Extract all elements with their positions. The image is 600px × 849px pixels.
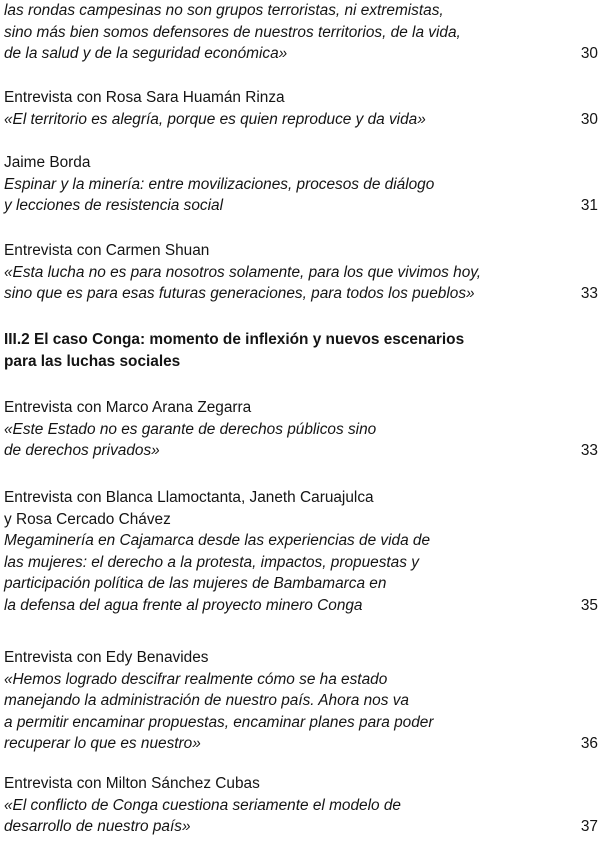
entry-author: Entrevista con Rosa Sara Huamán Rinza: [4, 89, 285, 106]
entry-title-line: «El territorio es alegría, porque es quien reproduce y da vida»: [4, 110, 426, 128]
entry-title-line: Espinar y la minería: entre movilizaciones, procesos de diálogo: [4, 175, 435, 193]
entry-title-line: las rondas campesinas no son grupos terroristas, ni extremistas,: [4, 2, 444, 19]
entry-author: Entrevista con Edy Benavides: [4, 649, 209, 666]
toc-entry: [4, 647, 600, 755]
toc-entry: [4, 487, 600, 616]
entry-title-line: recuperar lo que es nuestro»: [4, 735, 201, 752]
page-number: 36: [580, 735, 598, 752]
entry-title-line: a permitir encaminar propuestas, encaminar planes para poder: [4, 713, 434, 731]
entry-author: Entrevista con Carmen Shuan: [4, 242, 210, 259]
section-heading: [4, 329, 600, 372]
page-number: 30: [580, 110, 598, 128]
entry-author: y Rosa Cercado Chávez: [4, 510, 171, 528]
page-number: 35: [580, 596, 598, 614]
toc-entry: [4, 773, 600, 838]
entry-title-line: «El conflicto de Conga cuestiona seriamente el modelo de: [4, 796, 401, 814]
entry-title-line: «Esta lucha no es para nosotros solamente, para los que vivimos hoy,: [4, 263, 482, 281]
page-number: 30: [580, 45, 598, 62]
entry-author: Entrevista con Marco Arana Zegarra: [4, 399, 252, 416]
toc-entry: [4, 397, 600, 462]
section-heading-line: para las luchas sociales: [4, 352, 181, 370]
entry-title-line: y lecciones de resistencia social: [4, 197, 223, 214]
toc-entry: [4, 0, 600, 65]
entry-title-line: manejando la administración de nuestro país. Ahora nos va: [4, 692, 409, 709]
page-number: 33: [580, 285, 598, 302]
entry-author: Entrevista con Milton Sánchez Cubas: [4, 775, 260, 792]
page-number: 37: [580, 818, 598, 835]
toc-entry: [4, 152, 600, 217]
entry-title-line: sino más bien somos defensores de nuestros territorios, de la vida,: [4, 23, 461, 41]
entry-author: Jaime Borda: [4, 154, 91, 171]
entry-title-line: la defensa del agua frente al proyecto minero Conga: [4, 596, 363, 614]
page-number: 33: [580, 442, 598, 459]
entry-title-line: sino que es para esas futuras generaciones, para todos los pueblos»: [4, 285, 475, 302]
entry-title-line: participación política de las mujeres de Bambamarca en: [4, 575, 387, 592]
entry-author: Entrevista con Blanca Llamoctanta, Janeth Caruajulca: [4, 489, 374, 506]
entry-title-line: «Este Estado no es garante de derechos públicos sino: [4, 420, 377, 438]
entry-title-line: de derechos privados»: [4, 442, 160, 459]
entry-title-line: Megaminería en Cajamarca desde las experiencias de vida de: [4, 532, 431, 549]
toc-entry: [4, 87, 600, 130]
toc-entry: [4, 240, 600, 305]
entry-title-line: «Hemos logrado descifrar realmente cómo se ha estado: [4, 670, 388, 688]
page-number: 31: [580, 197, 598, 214]
entry-title-line: de la salud y de la seguridad económica»: [4, 45, 288, 62]
entry-title-line: desarrollo de nuestro país»: [4, 818, 191, 835]
section-heading-line: III.2 El caso Conga: momento de inflexión y nuevos escenarios: [4, 331, 465, 348]
entry-title-line: las mujeres: el derecho a la protesta, impactos, propuestas y: [4, 553, 419, 571]
